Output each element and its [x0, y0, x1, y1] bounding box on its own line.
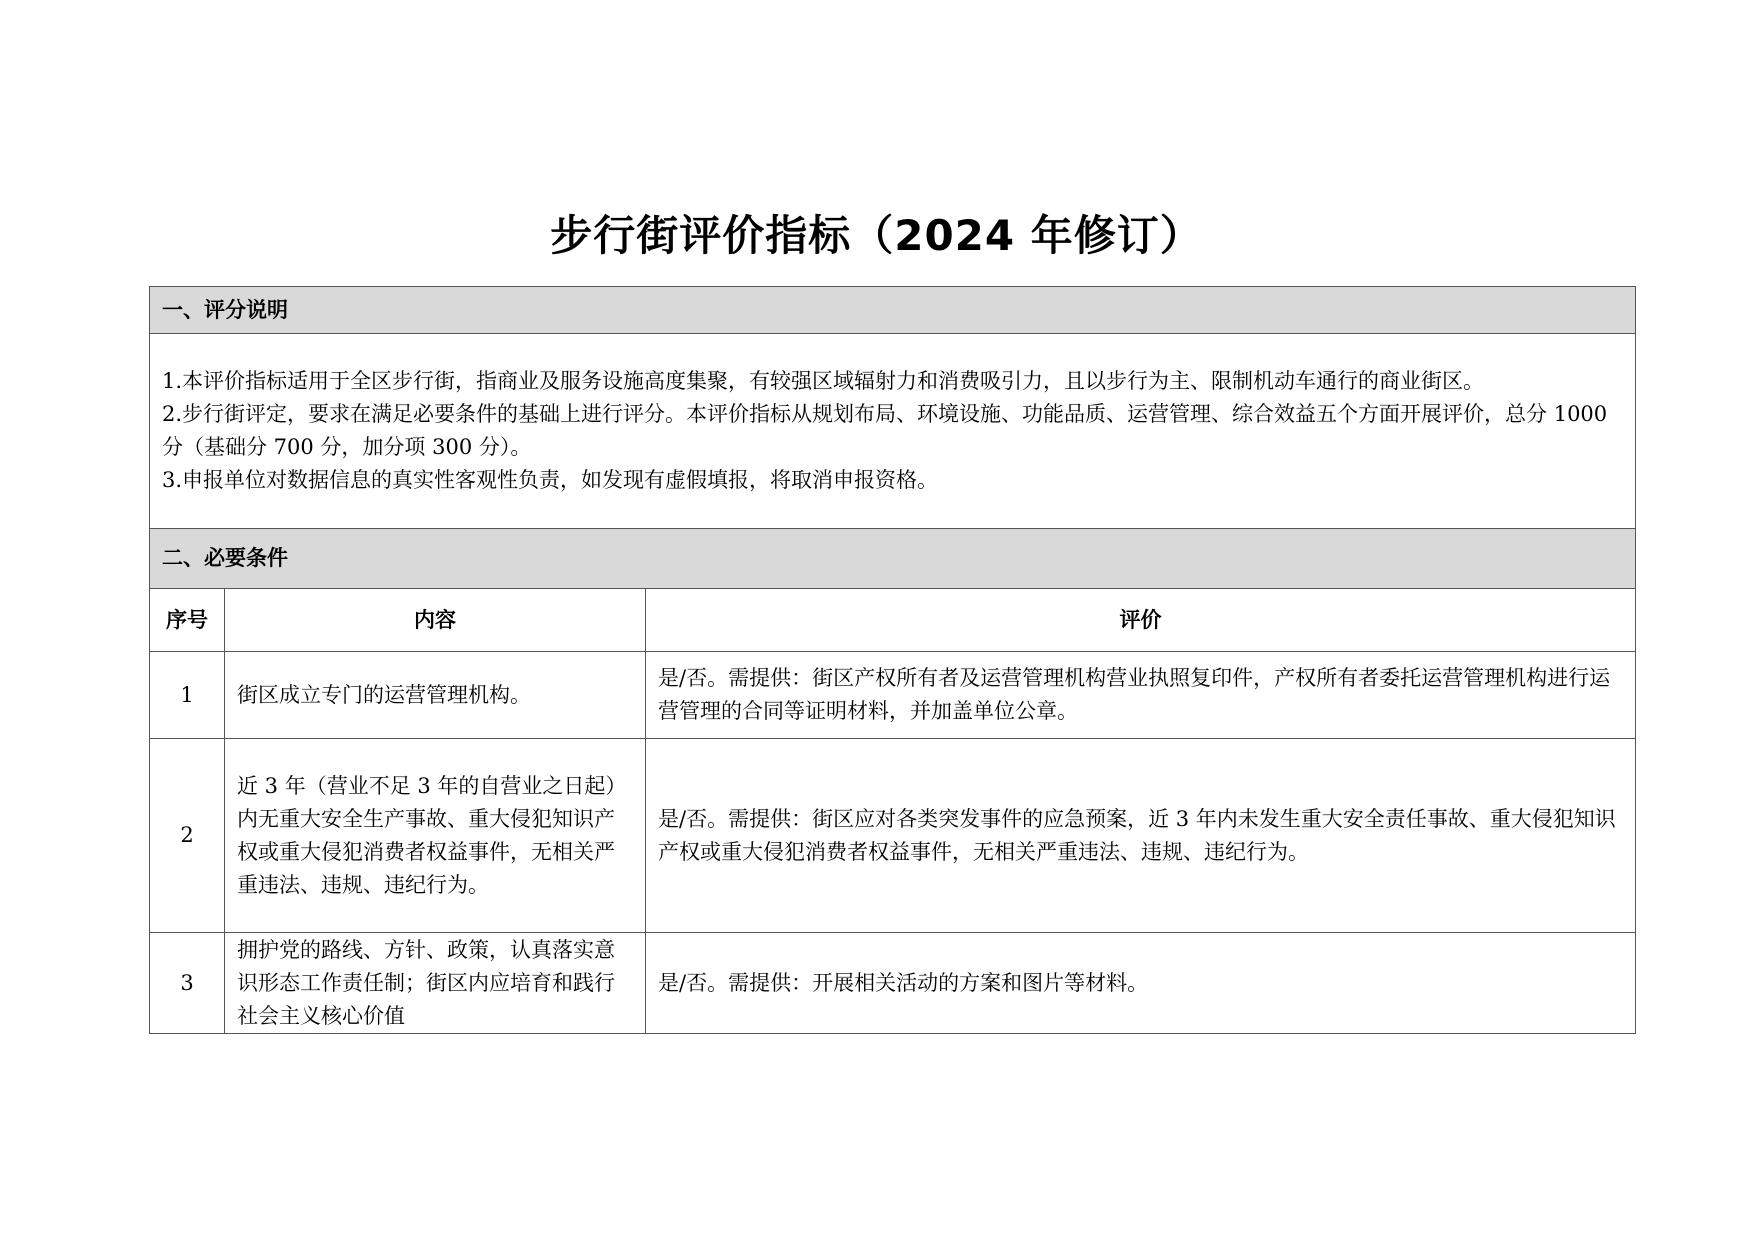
row-number: 2 [150, 739, 225, 933]
row-evaluation: 是/否。需提供：街区应对各类突发事件的应急预案，近 3 年内未发生重大安全责任事故、重大侵犯知识产权或重大侵犯消费者权益事件，无相关严重违法、违规、违纪行为。 [646, 739, 1636, 933]
scoring-notes [150, 334, 1636, 529]
row-evaluation: 是/否。需提供：开展相关活动的方案和图片等材料。 [646, 933, 1636, 1034]
scoring-note-3: 3.申报单位对数据信息的真实性客观性负责，如发现有虚假填报，将取消申报资格。 [162, 468, 939, 492]
section-1-header-row [150, 287, 1636, 334]
table-row [150, 933, 1636, 1034]
section-2-header-row [150, 529, 1636, 589]
column-header-eval: 评价 [646, 589, 1636, 652]
scoring-note-2: 2.步行街评定，要求在满足必要条件的基础上进行评分。本评价指标从规划布局、环境设施、功能品质、运营管理、综合效益五个方面开展评价，总分 1000 分（基础分 700 分，加分项 300 分）。 [162, 402, 1608, 459]
scoring-note-1: 1.本评价指标适用于全区步行街，指商业及服务设施高度集聚，有较强区域辐射力和消费吸引力，且以步行为主、限制机动车通行的商业街区。 [162, 369, 1485, 393]
table-row [150, 652, 1636, 739]
criteria-table [149, 286, 1636, 1034]
table-row [150, 739, 1636, 933]
column-header-num: 序号 [150, 589, 225, 652]
row-content: 近 3 年（营业不足 3 年的自营业之日起）内无重大安全生产事故、重大侵犯知识产权或重大侵犯消费者权益事件，无相关严重违法、违规、违纪行为。 [225, 739, 646, 933]
page-title: 步行街评价指标（2024 年修订） [550, 211, 1203, 260]
column-header-row [150, 589, 1636, 652]
row-evaluation: 是/否。需提供：街区产权所有者及运营管理机构营业执照复印件，产权所有者委托运营管理机构进行运营管理的合同等证明材料，并加盖单位公章。 [646, 652, 1636, 739]
section-2-heading: 二、必要条件 [150, 529, 1636, 589]
row-content: 街区成立专门的运营管理机构。 [225, 652, 646, 739]
section-1-notes-row [150, 334, 1636, 529]
row-content: 拥护党的路线、方针、政策，认真落实意识形态工作责任制；街区内应培育和践行社会主义核心价值 [225, 933, 646, 1034]
column-header-content: 内容 [225, 589, 646, 652]
row-number: 3 [150, 933, 225, 1034]
section-1-heading: 一、评分说明 [150, 287, 1636, 334]
row-number: 1 [150, 652, 225, 739]
